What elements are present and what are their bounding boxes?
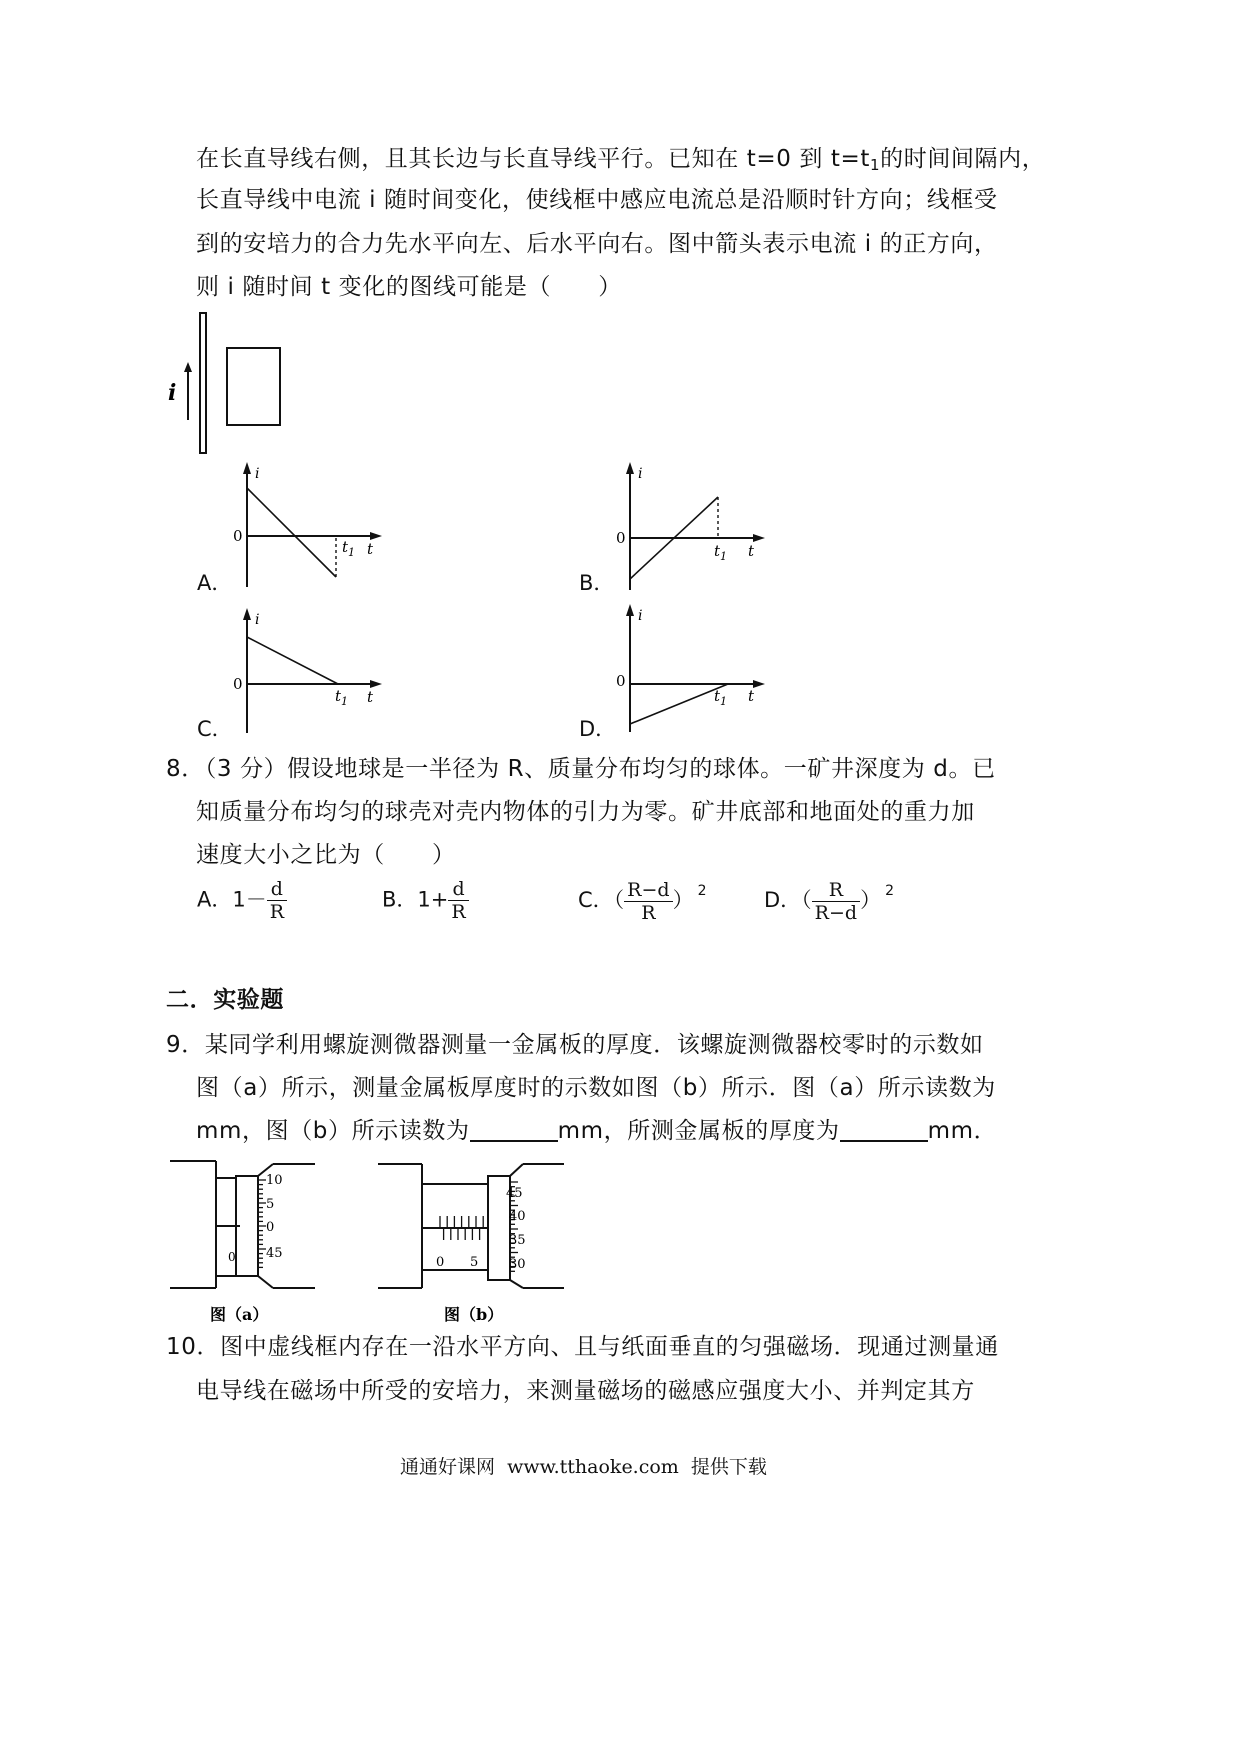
t-axis-label: t bbox=[748, 542, 755, 560]
current-line bbox=[247, 488, 336, 577]
section-heading: 二．实验题 bbox=[166, 987, 284, 1013]
option-c-label: C． bbox=[197, 717, 233, 741]
graph-b bbox=[610, 462, 780, 592]
micrometer-figure-a bbox=[170, 1158, 330, 1328]
page-footer: 通通好课网 www.tthaoke.com 提供下载 bbox=[400, 1456, 767, 1478]
t1-label: $t_1$ bbox=[714, 542, 728, 563]
i-axis-arrow-icon bbox=[243, 608, 251, 620]
q9-line-1: 9．某同学利用螺旋测微器测量一金属板的厚度．该螺旋测微器校零时的示数如 bbox=[166, 1032, 984, 1058]
graph-a bbox=[225, 462, 395, 592]
q7-line-4: 则 i 随时间 t 变化的图线可能是（ ） bbox=[196, 274, 622, 300]
micrometer-figure-b bbox=[378, 1158, 568, 1328]
q8-option-d: D．（ $\frac{R}{R-d}$ ） $^2$ bbox=[764, 878, 894, 924]
origin-label: 0 bbox=[616, 672, 626, 690]
t-axis-label: t bbox=[367, 688, 374, 706]
q10-line-1: 10．图中虚线框内存在一沿水平方向、且与纸面垂直的匀强磁场．现通过测量通 bbox=[166, 1334, 999, 1360]
origin-label: 0 bbox=[616, 529, 626, 547]
i-axis-arrow-icon bbox=[626, 462, 634, 474]
thimble-label-30: 30 bbox=[509, 1257, 526, 1272]
option-a-label: A． bbox=[197, 571, 233, 595]
t-axis-arrow-icon bbox=[753, 680, 765, 688]
q7-line-2: 长直导线中电流 i 随时间变化，使线框中感应电流总是沿顺时针方向；线框受 bbox=[196, 187, 998, 213]
wire-current-label: i bbox=[168, 380, 177, 406]
q8-line-2: 知质量分布均匀的球壳对壳内物体的引力为零。矿井底部和地面处的重力加 bbox=[196, 799, 975, 825]
fraction: $\frac{d}{R}$ bbox=[267, 878, 287, 923]
t1-label: $t_1$ bbox=[342, 538, 356, 559]
sleeve-zero-label: 0 bbox=[228, 1250, 236, 1264]
q8-option-b: B．1+ $\frac{d}{R}$ bbox=[382, 878, 469, 923]
long-straight-wire bbox=[200, 313, 206, 453]
q8-option-c: C．（ $\frac{R-d}{R}$ ） $^2$ bbox=[578, 878, 707, 924]
option-d-label: D． bbox=[579, 717, 617, 741]
t-axis-label: t bbox=[367, 540, 374, 558]
origin-label: 0 bbox=[233, 675, 243, 693]
scale-label-5: 5 bbox=[266, 1197, 275, 1212]
figure-a-caption: 图（a） bbox=[210, 1305, 269, 1324]
t-axis-arrow-icon bbox=[370, 532, 382, 540]
scale-label-10: 10 bbox=[266, 1173, 283, 1188]
fraction: $\frac{R}{R-d}$ bbox=[812, 879, 860, 924]
thimble-label-40: 40 bbox=[509, 1209, 526, 1224]
scale-label-0: 0 bbox=[266, 1220, 275, 1235]
scale-label-45: 45 bbox=[266, 1246, 283, 1261]
fraction: $\frac{d}{R}$ bbox=[448, 878, 468, 923]
i-axis-label: i bbox=[638, 466, 643, 482]
i-axis-arrow-icon bbox=[243, 462, 251, 474]
q8-option-a: A．1－ $\frac{d}{R}$ bbox=[197, 878, 287, 923]
q9-line-2: 图（a）所示，测量金属板厚度时的示数如图（b）所示．图（a）所示读数为 bbox=[196, 1075, 996, 1101]
i-axis-label: i bbox=[255, 466, 260, 482]
graph-d bbox=[610, 604, 780, 734]
q7-line-1: 在长直导线右侧，且其长边与长直导线平行。已知在 t=0 到 $t=t_1$的时间间隔内， bbox=[196, 146, 1046, 174]
t1-subscript: 1 bbox=[869, 156, 881, 174]
t-axis-label: t bbox=[748, 687, 755, 705]
t1-label: $t_1$ bbox=[335, 687, 349, 708]
fraction: $\frac{R-d}{R}$ bbox=[624, 879, 672, 924]
i-axis-label: i bbox=[255, 612, 260, 628]
thimble-label-45: 45 bbox=[506, 1186, 523, 1201]
answer-blank-thickness bbox=[840, 1118, 928, 1142]
answer-blank-b bbox=[470, 1118, 558, 1142]
t-axis-arrow-icon bbox=[753, 534, 765, 542]
q10-line-2: 电导线在磁场中所受的安培力，来测量磁场的磁感应强度大小、并判定其方 bbox=[196, 1378, 975, 1404]
i-axis-label: i bbox=[638, 608, 643, 624]
option-b-label: B． bbox=[579, 571, 615, 595]
current-line bbox=[247, 637, 338, 684]
q8-line-3: 速度大小之比为（ ） bbox=[196, 842, 456, 868]
q9-line-3: mm，图（b）所示读数为 mm，所测金属板的厚度为 mm． bbox=[196, 1118, 998, 1144]
thimble-label-35: 35 bbox=[509, 1233, 526, 1248]
rectangular-coil bbox=[227, 348, 280, 425]
t-axis-arrow-icon bbox=[370, 680, 382, 688]
wire-coil-figure bbox=[160, 310, 320, 460]
q7-line-3: 到的安培力的合力先水平向左、后水平向右。图中箭头表示电流 i 的正方向， bbox=[196, 231, 998, 257]
i-axis-arrow-icon bbox=[626, 604, 634, 616]
sleeve-label-0: 0 bbox=[436, 1255, 445, 1270]
q8-line-1: 8．（3 分）假设地球是一半径为 R、质量分布均匀的球体。一矿井深度为 d。已 bbox=[166, 756, 996, 782]
figure-b-caption: 图（b） bbox=[444, 1305, 504, 1324]
origin-label: 0 bbox=[233, 527, 243, 545]
sleeve-label-5: 5 bbox=[470, 1255, 479, 1270]
graph-c bbox=[225, 608, 395, 738]
t1-label: $t_1$ bbox=[714, 687, 728, 708]
